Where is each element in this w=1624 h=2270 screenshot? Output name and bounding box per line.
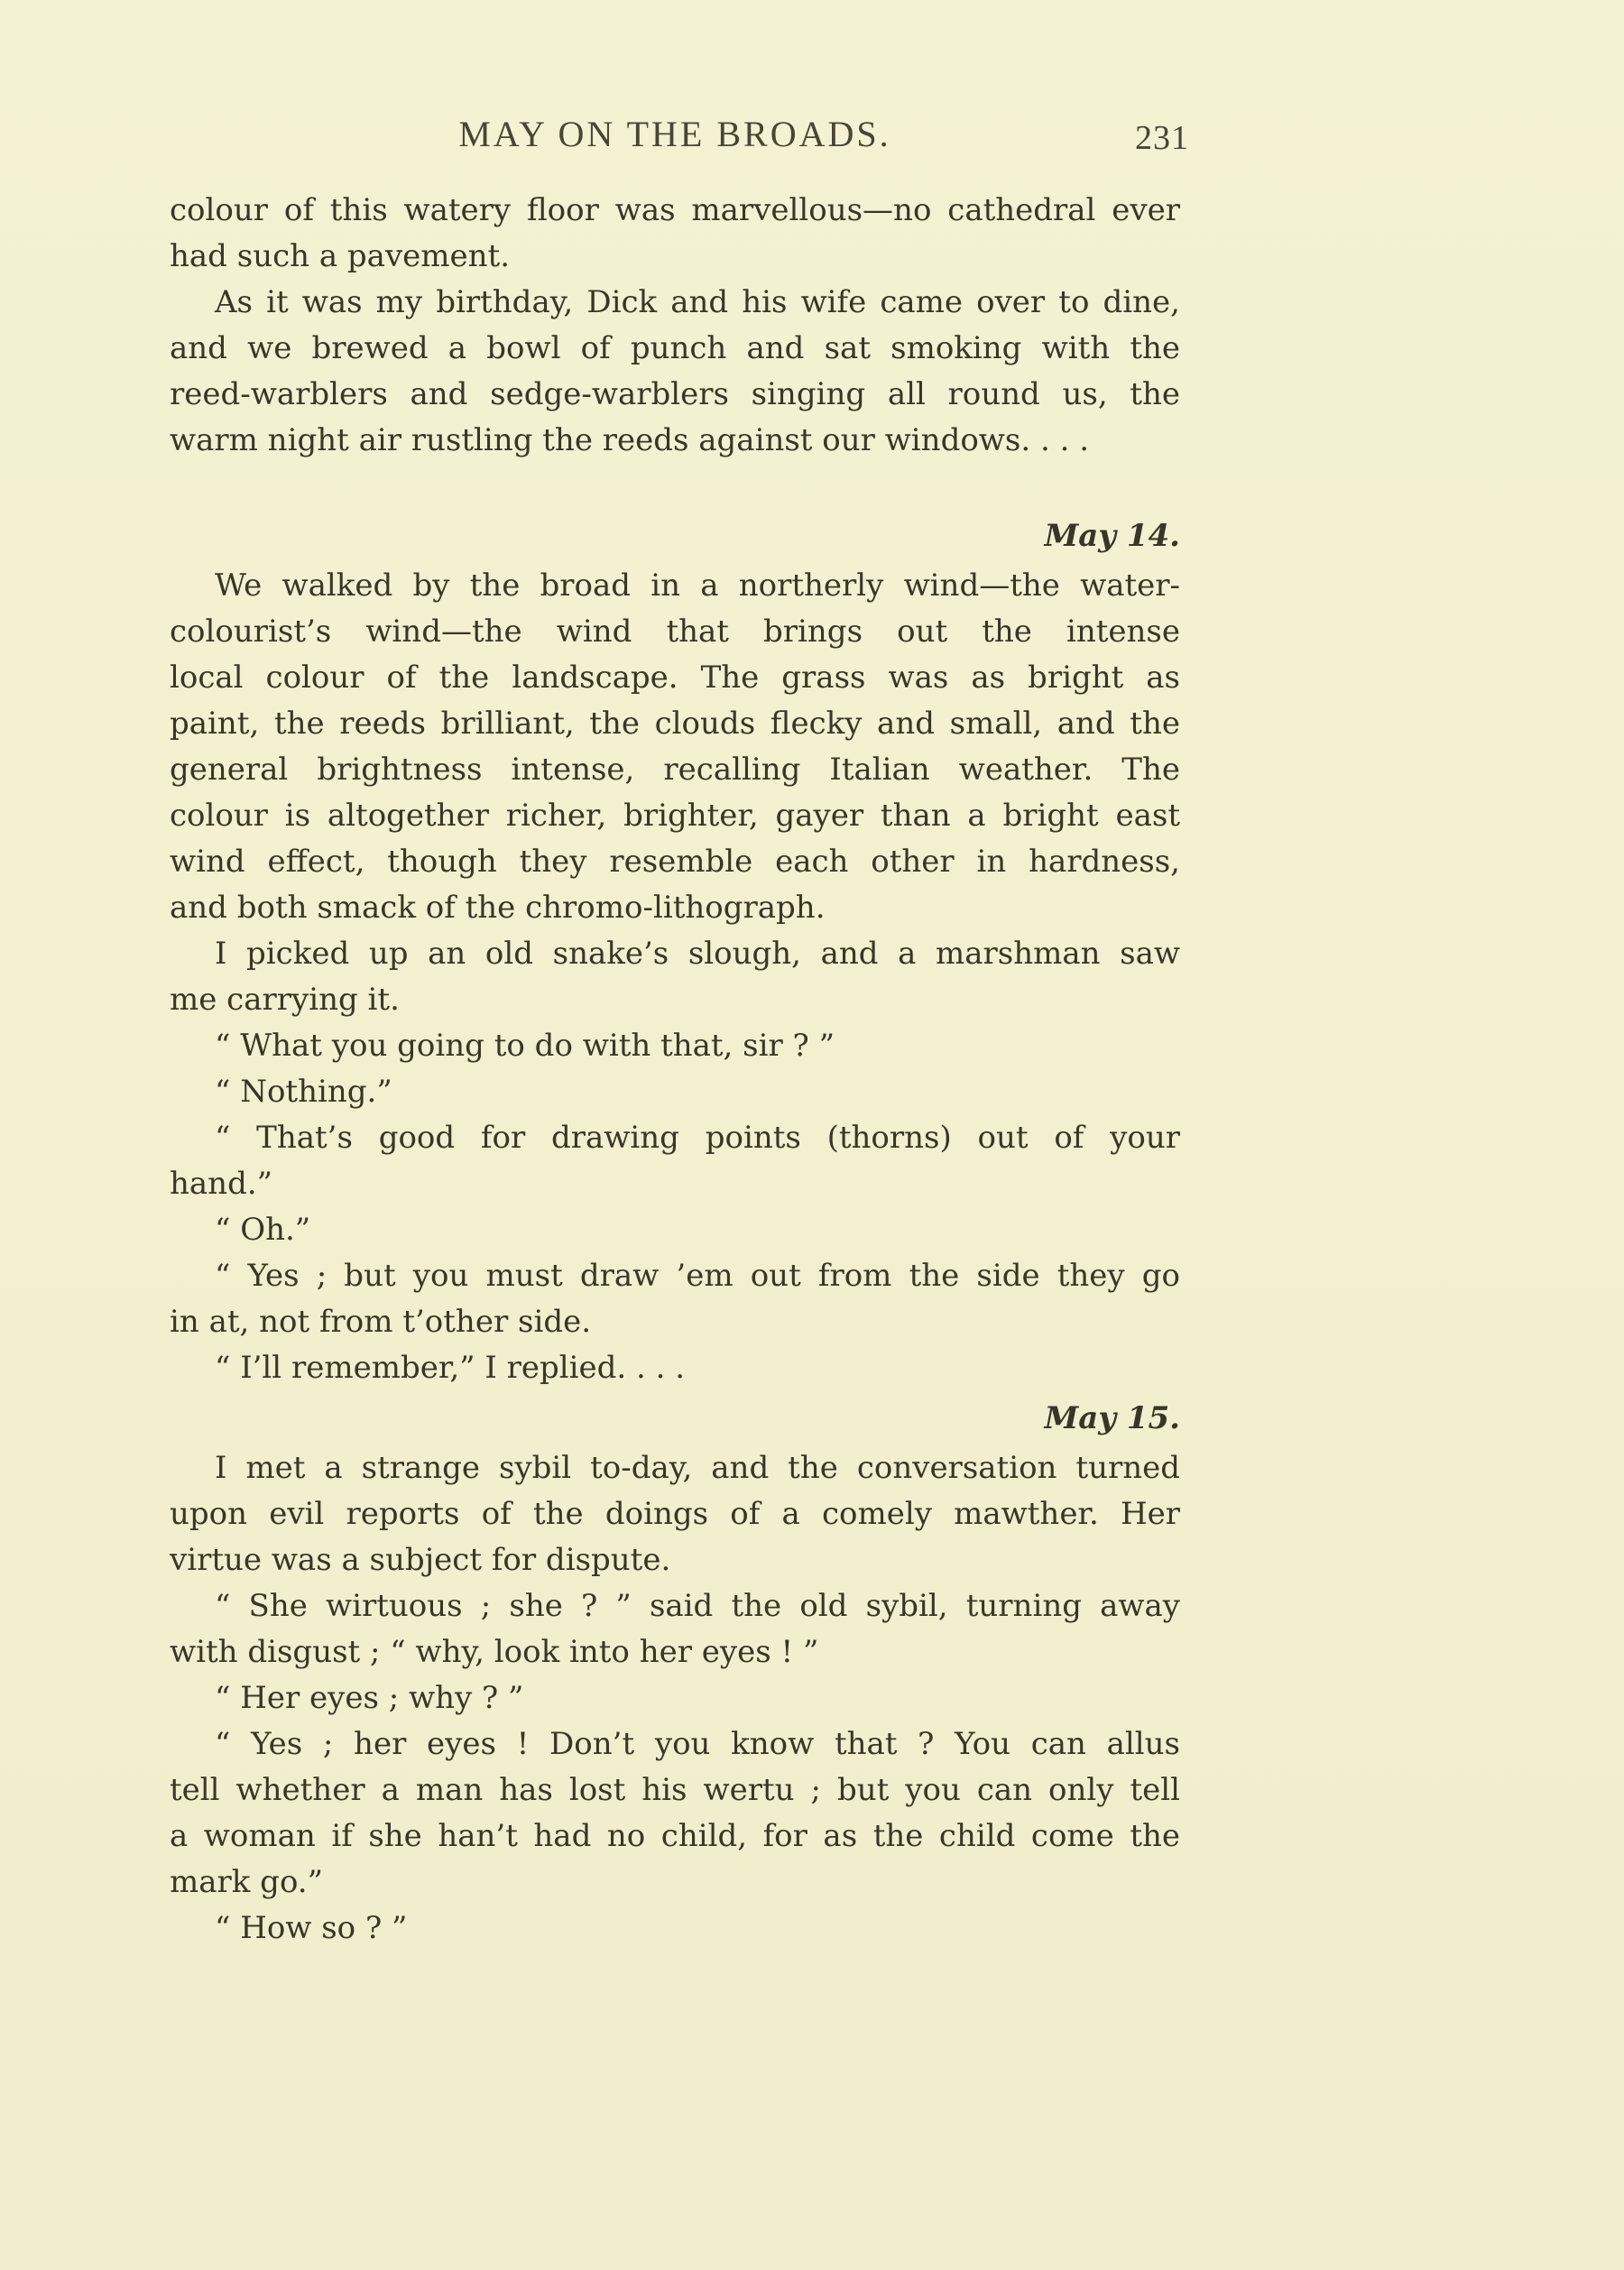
date-heading: May 14.	[1044, 518, 1180, 554]
text-line: with disgust ; “ why, look into her eyes ! ”	[170, 1634, 819, 1670]
date-heading: May 15.	[1044, 1400, 1180, 1436]
text-line: hand.”	[170, 1166, 273, 1202]
text-line: me carrying it.	[170, 982, 400, 1018]
text-line: We walked by the broad in a northerly wind—the water-	[215, 568, 1180, 604]
text-line: had such a pavement.	[170, 238, 511, 274]
text-line: I picked up an old snake’s slough, and a marshman saw	[215, 936, 1180, 972]
text-line: and both smack of the chromo-lithograph.	[170, 890, 826, 926]
text-line: “ How so ? ”	[215, 1910, 408, 1946]
text-line: tell whether a man has lost his wertu ; but you can only tell	[170, 1772, 1180, 1808]
text-line: in at, not from t’other side.	[170, 1304, 592, 1340]
text-line: virtue was a subject for dispute.	[170, 1542, 671, 1578]
text-line: I met a strange sybil to-day, and the conversation turned	[215, 1450, 1180, 1486]
page-body	[170, 188, 1180, 1952]
text-line: “ Yes ; but you must draw ’em out from the side they go	[215, 1258, 1180, 1294]
text-line: “ That’s good for drawing points (thorns) out of your	[215, 1120, 1180, 1156]
text-line: “ Her eyes ; why ? ”	[215, 1680, 524, 1716]
text-line: colour of this watery floor was marvellous—no cathedral ever	[170, 192, 1180, 228]
text-line: “ Oh.”	[215, 1212, 311, 1248]
text-line: mark go.”	[170, 1864, 323, 1900]
text-line: “ What you going to do with that, sir ? ”	[215, 1028, 835, 1064]
text-line: and we brewed a bowl of punch and sat smoking with the	[170, 330, 1180, 366]
text-line: general brightness intense, recalling Italian weather. The	[170, 752, 1180, 788]
text-line: “ Nothing.”	[215, 1074, 392, 1110]
text-line: local colour of the landscape. The grass was as bright as	[170, 660, 1180, 696]
section-gap	[170, 464, 1180, 509]
text-line: reed-warblers and sedge-warblers singing all round us, the	[170, 376, 1180, 412]
text-line: a woman if she han’t had no child, for as the child come the	[170, 1818, 1180, 1854]
text-line: upon evil reports of the doings of a comely mawther. Her	[170, 1496, 1180, 1532]
text-line: warm night air rustling the reeds against our windows. . . .	[170, 422, 1090, 458]
text-line: paint, the reeds brilliant, the clouds flecky and small, and the	[170, 706, 1180, 742]
page-number: 231	[1135, 119, 1189, 157]
running-head: MAY ON THE BROADS.	[458, 114, 891, 154]
page-header	[170, 113, 1189, 167]
text-line: “ She wirtuous ; she ? ” said the old sybil, turning away	[215, 1588, 1180, 1624]
text-line: colour is altogether richer, brighter, gayer than a bright east	[170, 798, 1180, 834]
text-line: “ I’ll remember,” I replied. . . .	[215, 1350, 686, 1386]
text-line: wind effect, though they resemble each other in hardness,	[170, 844, 1180, 880]
text-line: As it was my birthday, Dick and his wife came over to dine,	[215, 284, 1180, 320]
text-line: colourist’s wind—the wind that brings out the intense	[170, 614, 1180, 650]
text-line: “ Yes ; her eyes ! Don’t you know that ? You can allus	[215, 1726, 1180, 1762]
